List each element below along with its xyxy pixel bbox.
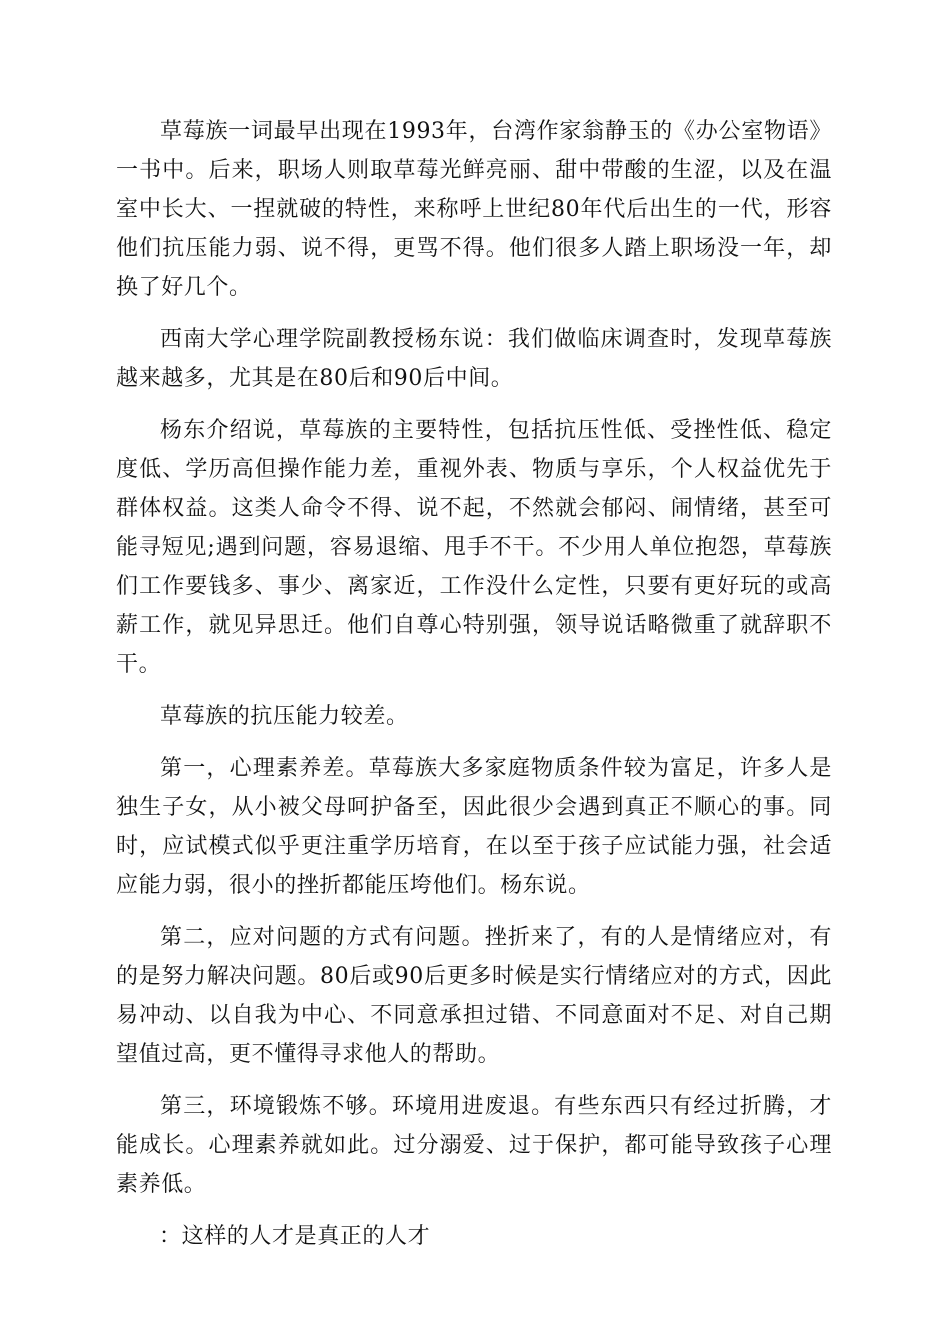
- paragraph-summary: 草莓族的抗压能力较差。: [160, 704, 409, 729]
- paragraph-reason-two: 第二，应对问题的方式有问题。挫折来了，有的人是情绪应对，有的是努力解决问题。80后或90后更多时候是实行情绪应对的方式，因此易冲动、以自我为中心、不同意承担过错、不同意面对不足、对自己期望值过高，更不懂得寻求他人的帮助。: [116, 925, 832, 1067]
- paragraph-reason-one: 第一，心理素养差。草莓族大多家庭物质条件较为富足，许多人是独生子女，从小被父母呵护备至，因此很少会遇到真正不顺心的事。同时，应试模式似乎更注重学历培育，在以至于孩子应试能力强，社会适应能力弱，很小的挫折都能压垮他们。杨东说。: [116, 756, 832, 898]
- paragraph-yang-dong-quote: 西南大学心理学院副教授杨东说：我们做临床调查时，发现草莓族越来越多，尤其是在80后和90后中间。: [116, 327, 832, 391]
- paragraph-reason-three: 第三，环境锻炼不够。环境用进废退。有些东西只有经过折腾，才能成长。心理素养就如此。过分溺爱、过于保护，都可能导致孩子心理素养低。: [116, 1094, 832, 1197]
- document-body: [116, 112, 832, 1269]
- closing-line: ：这样的人才是真正的人才: [159, 1224, 431, 1249]
- paragraph-origin: 草莓族一词最早出现在1993年，台湾作家翁静玉的《办公室物语》一书中。后来，职场人则取草莓光鲜亮丽、甜中带酸的生涩，以及在温室中长大、一捏就破的特性，来称呼上世纪80年代后出生的一代，形容他们抗压能力弱、说不得，更骂不得。他们很多人踏上职场没一年，却换了好几个。: [116, 119, 832, 300]
- paragraph-traits: 杨东介绍说，草莓族的主要特性，包括抗压性低、受挫性低、稳定度低、学历高但操作能力差，重视外表、物质与享乐，个人权益优先于群体权益。这类人命令不得、说不起，不然就会郁闷、闹情绪，甚至可能寻短见;遇到问题，容易退缩、甩手不干。不少用人单位抱怨，草莓族们工作要钱多、事少、离家近，工作没什么定性，只要有更好玩的或高薪工作，就见异思迁。他们自尊心特别强，领导说话略微重了就辞职不干。: [116, 418, 832, 677]
